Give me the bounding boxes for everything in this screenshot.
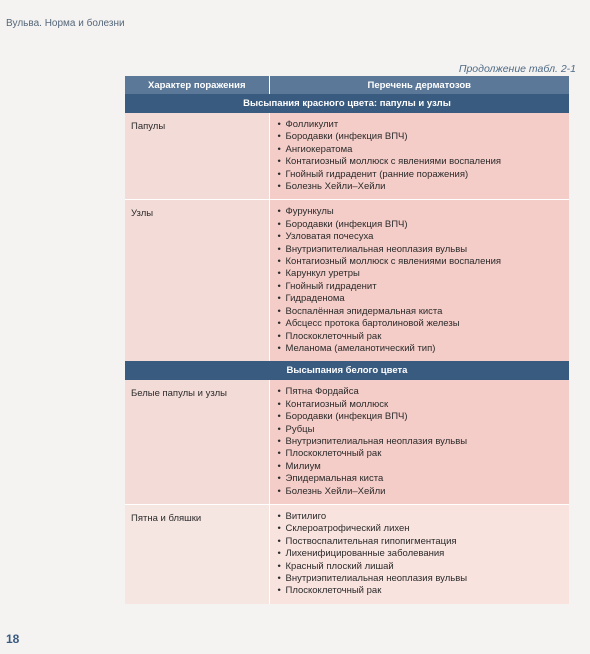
table-row-nodules <box>125 200 569 361</box>
dermatoses-list <box>276 206 564 355</box>
list-item: • Меланома (амеланотический тип) <box>276 343 564 355</box>
list-item: • Контагиозный моллюск с явлениями воспаления <box>276 156 564 168</box>
list-item: • Плоскоклеточный рак <box>276 448 564 460</box>
list-item: • Воспалённая эпидермальная киста <box>276 306 564 318</box>
list-item: • Карункул уретры <box>276 268 564 280</box>
list-item: • Лихенифицированные заболевания <box>276 548 564 560</box>
list-item: • Внутриэпителиальная неоплазия вульвы <box>276 436 564 448</box>
lesion-type-cell: Папулы <box>125 113 269 200</box>
list-item: • Витилиго <box>276 511 564 523</box>
list-item: • Контагиозный моллюск с явлениями воспаления <box>276 256 564 268</box>
list-item: • Милиум <box>276 461 564 473</box>
column-header-dermatoses-list: Перечень дерматозов <box>269 76 569 94</box>
list-item: • Узловатая почесуха <box>276 231 564 243</box>
list-item: • Контагиозный моллюск <box>276 399 564 411</box>
table-header-row <box>125 76 569 94</box>
list-item: • Абсцесс протока бартолиновой железы <box>276 318 564 330</box>
column-header-lesion-type: Характер поражения <box>125 76 269 94</box>
list-item: • Бородавки (инфекция ВПЧ) <box>276 219 564 231</box>
dermatoses-list <box>276 119 564 193</box>
lesion-type-cell: Белые папулы и узлы <box>125 380 269 504</box>
running-title: Вульва. Норма и болезни <box>6 18 125 29</box>
page-number: 18 <box>6 632 20 646</box>
list-item: • Фурункулы <box>276 206 564 218</box>
list-item: • Бородавки (инфекция ВПЧ) <box>276 411 564 423</box>
list-item: • Рубцы <box>276 424 564 436</box>
list-item: • Склероатрофический лихен <box>276 523 564 535</box>
dermatoses-list-cell <box>269 113 569 200</box>
table-row-spots-plaques <box>125 504 569 603</box>
section-title: Высыпания красного цвета: папулы и узлы <box>125 94 569 113</box>
table-continuation-label: Продолжение табл. 2-1 <box>458 63 576 75</box>
list-item: • Фолликулит <box>276 119 564 131</box>
list-item: • Гнойный гидраденит <box>276 281 564 293</box>
list-item: • Гидраденома <box>276 293 564 305</box>
dermatoses-list-cell <box>269 200 569 361</box>
lesion-type-cell: Узлы <box>125 200 269 361</box>
section-header-white <box>125 361 569 380</box>
section-title: Высыпания белого цвета <box>125 361 569 380</box>
dermatoses-table <box>125 76 569 604</box>
list-item: • Плоскоклеточный рак <box>276 331 564 343</box>
list-item: • Болезнь Хейли–Хейли <box>276 486 564 498</box>
list-item: • Болезнь Хейли–Хейли <box>276 181 564 193</box>
list-item: • Плоскоклеточный рак <box>276 585 564 597</box>
list-item: • Ангиокератома <box>276 144 564 156</box>
list-item: • Эпидермальная киста <box>276 473 564 485</box>
dermatoses-list-cell <box>269 504 569 603</box>
dermatoses-list-cell <box>269 380 569 504</box>
list-item: • Поствоспалительная гипопигментация <box>276 536 564 548</box>
list-item: • Пятна Фордайса <box>276 386 564 398</box>
dermatoses-list <box>276 511 564 598</box>
list-item: • Гнойный гидраденит (ранние поражения) <box>276 169 564 181</box>
table-row-papules <box>125 113 569 200</box>
list-item: • Красный плоский лишай <box>276 561 564 573</box>
list-item: • Внутриэпителиальная неоплазия вульвы <box>276 573 564 585</box>
table-row-white-papules <box>125 380 569 504</box>
section-header-red <box>125 94 569 113</box>
list-item: • Внутриэпителиальная неоплазия вульвы <box>276 244 564 256</box>
list-item: • Бородавки (инфекция ВПЧ) <box>276 131 564 143</box>
lesion-type-cell: Пятна и бляшки <box>125 504 269 603</box>
dermatoses-list <box>276 386 564 498</box>
